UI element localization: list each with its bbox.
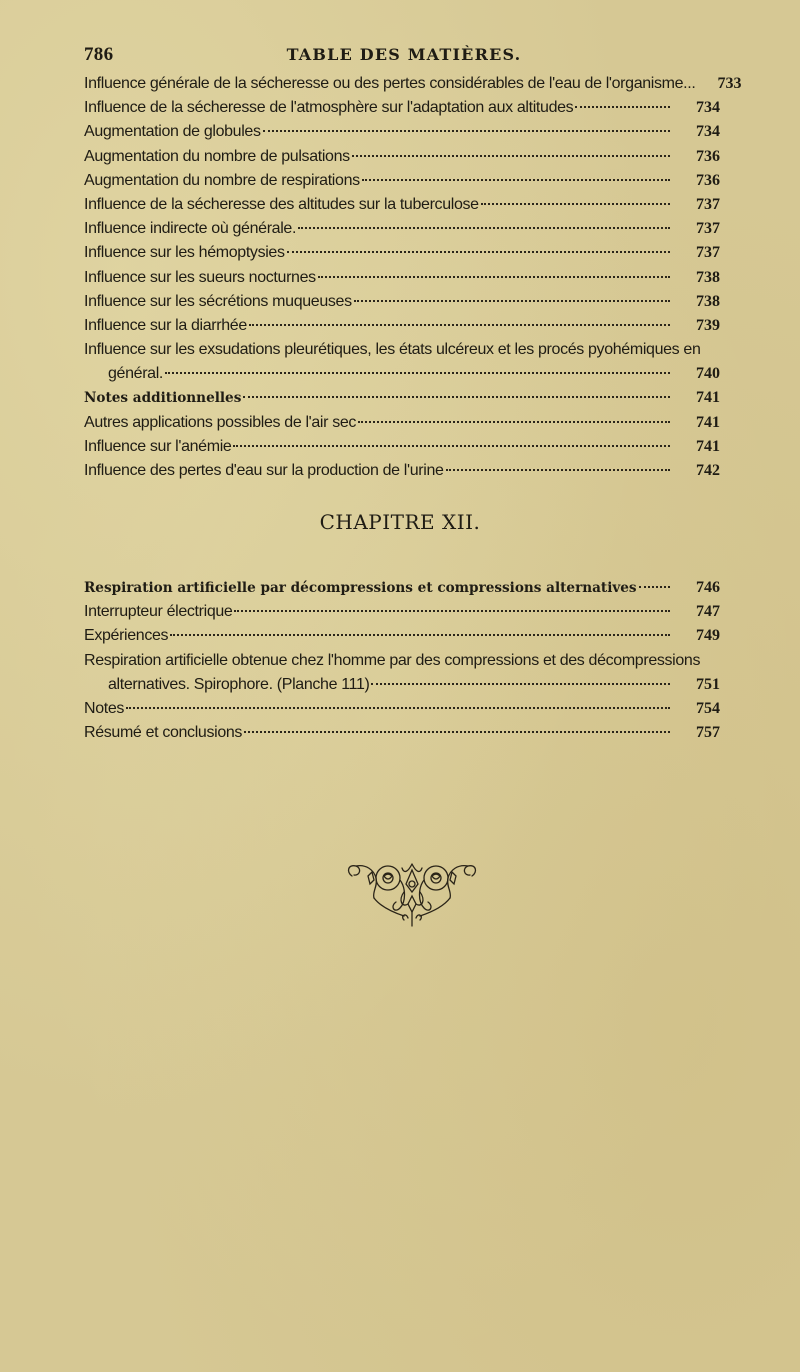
- entry-page: 741: [696, 389, 720, 407]
- dot-leader: [318, 276, 670, 278]
- entry-title: Influence de la sécheresse de l'atmosphère sur l'adaptation aux altitudes: [84, 99, 574, 117]
- running-title: TABLE DES MATIÈRES.: [286, 45, 522, 64]
- dot-leader: [446, 469, 670, 471]
- toc-entry[interactable]: [84, 266, 720, 290]
- toc-section-a: [84, 72, 742, 483]
- dot-leader: [371, 683, 670, 685]
- entry-page: 737: [696, 244, 720, 262]
- dot-leader: [362, 179, 670, 181]
- toc-section-b: [84, 576, 720, 745]
- entry-title-continued: général.: [108, 365, 164, 383]
- toc-entry[interactable]: [84, 217, 720, 241]
- toc-entry[interactable]: [84, 120, 720, 144]
- dot-leader: [358, 421, 670, 423]
- entry-page: 749: [696, 627, 720, 645]
- entry-page: 741: [696, 437, 720, 455]
- dot-leader: [126, 707, 670, 709]
- chapter-title: CHAPITRE XII.: [319, 510, 481, 534]
- entry-page: 738: [696, 292, 720, 310]
- toc-entry[interactable]: [84, 459, 720, 483]
- entry-title: Influence des pertes d'eau sur la production de l'urine: [84, 462, 444, 480]
- entry-title: Respiration artificielle par décompressions et compressions alternatives: [84, 580, 637, 596]
- toc-entry[interactable]: [84, 600, 720, 624]
- dot-leader: [481, 203, 670, 205]
- entry-title: Augmentation du nombre de pulsations: [84, 147, 350, 165]
- entry-page: 738: [696, 268, 720, 286]
- entry-title: Expériences: [84, 627, 169, 645]
- entry-title: Influence de la sécheresse des altitudes sur la tuberculose: [84, 195, 479, 213]
- entry-page: 737: [696, 220, 720, 238]
- entry-page: 747: [696, 603, 720, 621]
- entry-page: 741: [696, 413, 720, 431]
- toc-entry[interactable]: [84, 193, 720, 217]
- entry-title: Interrupteur électrique: [84, 603, 233, 621]
- entry-title: Influence générale de la sécheresse ou des pertes considérables de l'eau de l'organisme...: [84, 75, 696, 92]
- entry-title: Influence sur les sueurs nocturnes: [84, 268, 316, 286]
- toc-entry[interactable]: [84, 411, 720, 435]
- entry-page: 736: [696, 171, 720, 189]
- dot-leader: [165, 372, 670, 374]
- toc-entry[interactable]: [84, 338, 720, 386]
- entry-page: 734: [696, 99, 720, 117]
- toc-entry[interactable]: [84, 576, 720, 600]
- dot-leader: [263, 130, 670, 132]
- toc-entry[interactable]: [84, 721, 720, 745]
- dot-leader: [234, 610, 670, 612]
- entry-title: Influence sur les sécrétions muqueuses: [84, 292, 352, 310]
- entry-page: 737: [696, 195, 720, 213]
- entry-page: 742: [696, 462, 720, 480]
- toc-entry[interactable]: [84, 145, 720, 169]
- entry-title: Influence sur l'anémie: [84, 437, 232, 455]
- entry-title: Influence sur la diarrhée: [84, 316, 247, 334]
- entry-page: 733: [717, 75, 742, 92]
- entry-page: 736: [696, 147, 720, 165]
- dot-leader: [639, 586, 670, 588]
- fleuron-ornament-icon: [344, 862, 480, 930]
- toc-entry[interactable]: [84, 169, 720, 193]
- entry-title: Influence indirecte où générale.: [84, 220, 297, 238]
- dot-leader: [249, 324, 670, 326]
- entry-page: 740: [696, 365, 720, 383]
- toc-entry[interactable]: [84, 649, 720, 697]
- page-number: 786: [84, 44, 114, 65]
- entry-title: Influence sur les exsudations pleurétiques, les états ulcéreux et les procés pyohémiques en: [84, 341, 701, 359]
- dot-leader: [244, 731, 670, 733]
- entry-page: 757: [696, 724, 720, 742]
- entry-page: 746: [696, 579, 720, 596]
- dot-leader: [352, 155, 670, 157]
- toc-entry[interactable]: [84, 386, 720, 410]
- dot-leader: [243, 396, 670, 398]
- entry-title: Notes: [84, 699, 125, 717]
- entry-title: Augmentation du nombre de respirations: [84, 171, 360, 189]
- entry-title: Notes additionnelles: [84, 390, 242, 407]
- toc-entry[interactable]: [84, 435, 720, 459]
- entry-title: Autres applications possibles de l'air sec: [84, 413, 357, 431]
- entry-title: Respiration artificielle obtenue chez l'homme par des compressions et des décompressions: [84, 651, 701, 669]
- toc-entry[interactable]: [84, 72, 742, 96]
- toc-entry[interactable]: [84, 697, 720, 721]
- toc-entry[interactable]: [84, 96, 720, 120]
- entry-page: 751: [696, 675, 720, 693]
- entry-title: Influence sur les hémoptysies: [84, 244, 285, 262]
- dot-leader: [354, 300, 670, 302]
- entry-page: 739: [696, 316, 720, 334]
- dot-leader: [170, 634, 670, 636]
- entry-title: Résumé et conclusions: [84, 724, 243, 742]
- dot-leader: [298, 227, 670, 229]
- toc-entry[interactable]: [84, 624, 720, 648]
- entry-title: Augmentation de globules: [84, 123, 261, 141]
- toc-entry[interactable]: [84, 314, 720, 338]
- toc-entry[interactable]: [84, 290, 720, 314]
- dot-leader: [233, 445, 670, 447]
- dot-leader: [575, 106, 670, 108]
- dot-leader: [287, 251, 670, 253]
- entry-page: 754: [696, 699, 720, 717]
- page-header: [84, 44, 724, 68]
- entry-title-continued: alternatives. Spirophore. (Planche 111): [108, 675, 370, 693]
- entry-page: 734: [696, 123, 720, 141]
- toc-entry[interactable]: [84, 241, 720, 265]
